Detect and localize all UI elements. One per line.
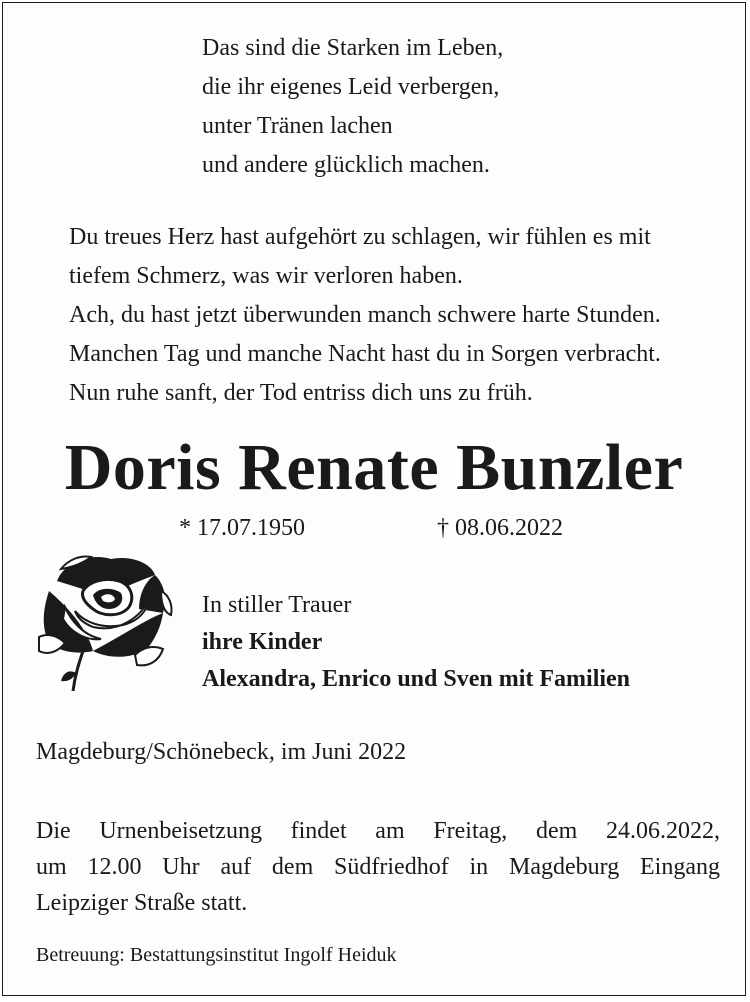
death-date: † 08.06.2022 [437, 515, 563, 541]
verse-line: Du treues Herz hast aufgehört zu schlagen, wir fühlen es mit [69, 224, 651, 250]
place-date: Magdeburg/Schönebeck, im Juni 2022 [36, 739, 407, 765]
funeral-home-credit: Betreuung: Bestattungsinstitut Ingolf Heiduk [36, 944, 397, 966]
burial-info [36, 813, 720, 921]
mourners [202, 587, 630, 698]
poem-line: und andere glücklich machen. [202, 152, 490, 178]
mourners-line: ihre Kinder [202, 629, 323, 655]
poem [202, 29, 503, 185]
verse-line: Manchen Tag und manche Nacht hast du in Sorgen verbracht. [69, 341, 661, 367]
deceased-name: Doris Renate Bunzler [64, 431, 684, 504]
mourners-line: Alexandra, Enrico und Sven mit Familien [202, 666, 631, 692]
obituary-notice [2, 2, 746, 996]
verse [69, 218, 721, 413]
mourners-intro: In stiller Trauer [202, 592, 352, 618]
burial-line: um 12.00 Uhr auf dem Südfriedhof in Magdeburg Eingang [36, 854, 720, 880]
burial-line: Leipziger Straße statt. [36, 890, 248, 916]
verse-line: Nun ruhe sanft, der Tod entriss dich uns zu früh. [69, 380, 533, 406]
poem-line: unter Tränen lachen [202, 113, 393, 139]
burial-line: Die Urnenbeisetzung findet am Freitag, dem 24.06.2022, [36, 818, 720, 844]
rose-icon [35, 551, 177, 699]
verse-line: Ach, du hast jetzt überwunden manch schwere harte Stunden. [69, 302, 661, 328]
poem-line: Das sind die Starken im Leben, [202, 35, 504, 61]
verse-line: tiefem Schmerz, was wir verloren haben. [69, 263, 463, 289]
birth-date: * 17.07.1950 [179, 515, 305, 541]
poem-line: die ihr eigenes Leid verbergen, [202, 74, 500, 100]
